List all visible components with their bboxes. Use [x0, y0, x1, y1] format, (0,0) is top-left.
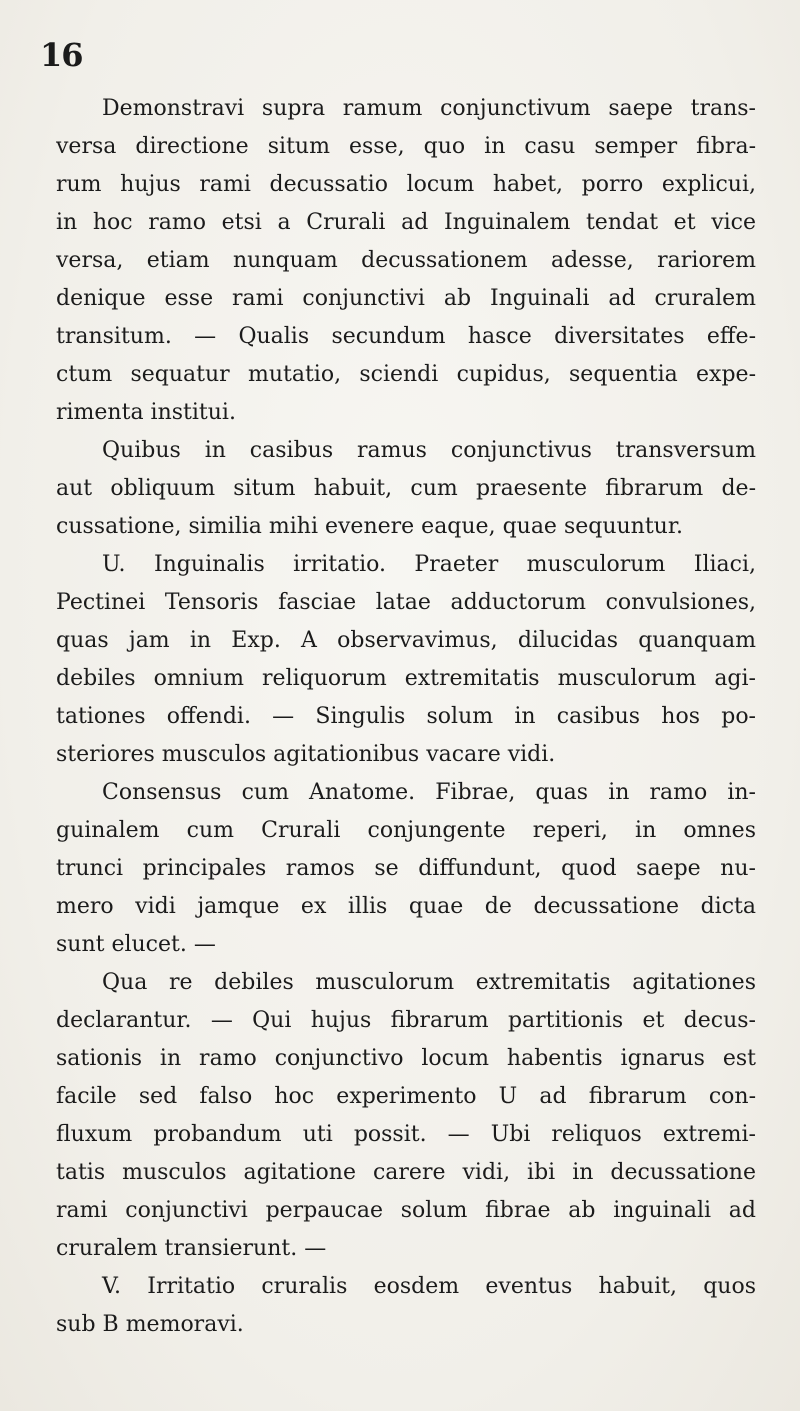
text-line: ctum sequatur mutatio, sciendi cupidus, sequentia expe- [56, 362, 756, 387]
page-number: 16 [40, 36, 83, 74]
text-line: trunci principales ramos se diffundunt, quod saepe nu- [56, 856, 756, 881]
paragraph-3 [56, 546, 756, 774]
text-line: V. Irritatio cruralis eosdem eventus habuit, quos [102, 1274, 756, 1299]
text-line: declarantur. — Qui hujus fibrarum partitionis et decus- [56, 1008, 756, 1033]
text-line: Qua re debiles musculorum extremitatis agitationes [102, 970, 756, 995]
paragraph-4 [56, 774, 756, 964]
paragraph-1 [56, 90, 756, 432]
text-line: debiles omnium reliquorum extremitatis musculorum agi- [56, 666, 756, 691]
text-line: sationis in ramo conjunctivo locum habentis ignarus est [56, 1046, 756, 1071]
text-line: transitum. — Qualis secundum hasce diversitates effe- [56, 324, 756, 349]
text-line: Consensus cum Anatome. Fibrae, quas in ramo in- [102, 780, 756, 805]
paragraph-6 [56, 1268, 756, 1344]
text-line: versa directione situm esse, quo in casu semper fibra- [56, 134, 756, 159]
text-line: rum hujus rami decussatio locum habet, porro explicui, [56, 172, 756, 197]
text-line: cruralem transierunt. — [56, 1236, 327, 1261]
body-text [56, 90, 756, 1344]
text-line: Demonstravi supra ramum conjunctivum saepe trans- [102, 96, 756, 121]
text-line: guinalem cum Crurali conjungente reperi, in omnes [56, 818, 756, 843]
text-line: denique esse rami conjunctivi ab Inguinali ad cruralem [56, 286, 756, 311]
text-line: versa, etiam nunquam decussationem adesse, rariorem [56, 248, 756, 273]
text-line: steriores musculos agitationibus vacare vidi. [56, 742, 556, 767]
text-line: mero vidi jamque ex illis quae de decussatione dicta [56, 894, 756, 919]
text-line: Pectinei Tensoris fasciae latae adductorum convulsiones, [56, 590, 756, 615]
paragraph-5 [56, 964, 756, 1268]
text-line: rami conjunctivi perpaucae solum fibrae ab inguinali ad [56, 1198, 756, 1223]
text-line: in hoc ramo etsi a Crurali ad Inguinalem tendat et vice [56, 210, 756, 235]
text-line: sub B memoravi. [56, 1312, 244, 1337]
paragraph-2 [56, 432, 756, 546]
text-line: U. Inguinalis irritatio. Praeter musculorum Iliaci, [102, 552, 756, 577]
text-line: rimenta institui. [56, 400, 236, 425]
text-line: sunt elucet. — [56, 932, 216, 957]
text-line: cussatione, similia mihi evenere eaque, quae sequuntur. [56, 514, 683, 539]
text-line: tationes offendi. — Singulis solum in casibus hos po- [56, 704, 756, 729]
text-line: quas jam in Exp. A observavimus, dilucidas quanquam [56, 628, 756, 653]
text-line: aut obliquum situm habuit, cum praesente fibrarum de- [56, 476, 756, 501]
text-line: tatis musculos agitatione carere vidi, ibi in decussatione [56, 1160, 756, 1185]
text-line: Quibus in casibus ramus conjunctivus transversum [102, 438, 756, 463]
text-line: fluxum probandum uti possit. — Ubi reliquos extremi- [56, 1122, 756, 1147]
text-line: facile sed falso hoc experimento U ad fibrarum con- [56, 1084, 756, 1109]
